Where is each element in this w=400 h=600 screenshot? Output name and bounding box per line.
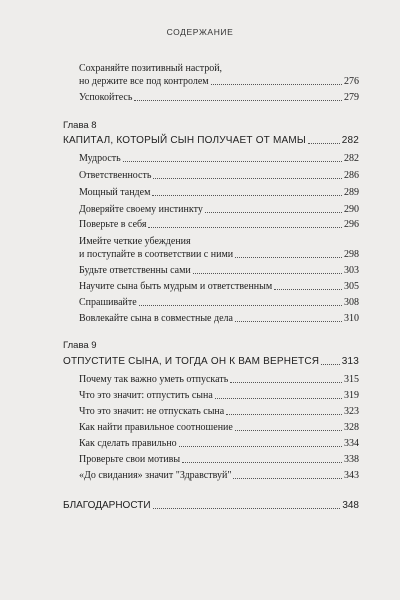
dot-leader (182, 462, 342, 463)
entry-label: Мудрость (79, 153, 121, 164)
entry-label: «До свидания» значит "Здравствуй" (79, 470, 232, 481)
toc-entry (79, 203, 359, 216)
entry-label: Что это значит: не отпускать сына (79, 406, 225, 417)
entry-line: Имейте четкие убеждения (79, 236, 191, 247)
toc-entry (79, 312, 359, 325)
chapter-page: 282 (341, 135, 359, 146)
entry-page: 315 (344, 374, 359, 385)
page-header: СОДЕРЖАНИЕ (166, 27, 234, 37)
entry-label: Проверьте свои мотивы (79, 454, 181, 465)
entry-page: 323 (344, 406, 359, 417)
entry-label: Успокойтесь (79, 92, 133, 103)
toc-entry (79, 421, 359, 434)
entry-page: 289 (344, 187, 359, 198)
toc-entry (79, 186, 359, 199)
dot-leader (152, 195, 342, 196)
chapter-8-title (63, 134, 359, 147)
entry-label: Будьте ответственны сами (79, 265, 191, 276)
dot-leader (321, 364, 339, 365)
toc-entry (79, 296, 359, 309)
dot-leader (274, 289, 342, 290)
entry-page: 286 (344, 170, 359, 181)
chapter-8-label: Глава 8 (63, 120, 97, 131)
toc-entry (79, 437, 359, 450)
entry-page: 305 (344, 281, 359, 292)
toc-entry (79, 453, 359, 466)
chapter-9-title (63, 355, 359, 368)
chapter-title-text: ОТПУСТИТЕ СЫНА, И ТОГДА ОН К ВАМ ВЕРНЕТСЯ (63, 356, 320, 367)
toc-entry (79, 62, 359, 88)
chapter-page: 313 (341, 356, 359, 367)
dot-leader (123, 161, 342, 162)
dot-leader (205, 212, 342, 213)
entry-line: Сохраняйте позитивный настрой, (79, 63, 223, 74)
toc-entry (79, 264, 359, 277)
entry-page: 343 (344, 470, 359, 481)
toc-entry (79, 169, 359, 182)
dot-leader (235, 430, 342, 431)
entry-label: Мощный тандем (79, 187, 151, 198)
entry-label: Что это значит: отпустить сына (79, 390, 213, 401)
toc-entry (79, 152, 359, 165)
entry-page: 328 (344, 422, 359, 433)
entry-label: и поступайте в соответствии с ними (79, 249, 234, 260)
entry-page: 282 (344, 153, 359, 164)
entry-page: 338 (344, 454, 359, 465)
entry-label: но держите все под контролем (79, 76, 209, 87)
chapter-9-label: Глава 9 (63, 340, 97, 351)
dot-leader (215, 398, 342, 399)
entry-label: Научите сына быть мудрым и ответственным (79, 281, 273, 292)
dot-leader (226, 414, 342, 415)
entry-page: 296 (344, 219, 359, 230)
dot-leader (179, 446, 342, 447)
entry-label: Вовлекайте сына в совместные дела (79, 313, 233, 324)
dot-leader (235, 321, 342, 322)
dot-leader (235, 257, 342, 258)
toc-entry (79, 389, 359, 402)
entry-label: Доверяйте своему инстинкту (79, 204, 203, 215)
dot-leader (308, 143, 340, 144)
dot-leader (233, 478, 342, 479)
dot-leader (211, 84, 342, 85)
dot-leader (230, 382, 342, 383)
entry-label: Почему так важно уметь отпускать (79, 374, 229, 385)
entry-label: Как сделать правильно (79, 438, 177, 449)
dot-leader (139, 305, 342, 306)
entry-page: 308 (344, 297, 359, 308)
toc-entry (79, 405, 359, 418)
entry-page: 319 (344, 390, 359, 401)
dot-leader (153, 178, 342, 179)
acknowledgments-page: 348 (342, 500, 359, 511)
toc-entry (79, 235, 359, 261)
acknowledgments-title: БЛАГОДАРНОСТИ (63, 500, 151, 511)
entry-page: 334 (344, 438, 359, 449)
entry-label: Спрашивайте (79, 297, 137, 308)
toc-entry (79, 218, 359, 231)
entry-page: 290 (344, 204, 359, 215)
toc-entry (79, 91, 359, 104)
entry-page: 279 (344, 92, 359, 103)
entry-label: Поверьте в себя (79, 219, 147, 230)
entry-page: 310 (344, 313, 359, 324)
entry-page: 276 (344, 76, 359, 87)
chapter-title-text: КАПИТАЛ, КОТОРЫЙ СЫН ПОЛУЧАЕТ ОТ МАМЫ (63, 135, 306, 146)
entry-label: Как найти правильное соотношение (79, 422, 233, 433)
dot-leader (153, 508, 341, 509)
entry-page: 298 (344, 249, 359, 260)
toc-entry (79, 469, 359, 482)
dot-leader (193, 273, 342, 274)
entry-label: Ответственность (79, 170, 152, 181)
acknowledgments-entry (63, 499, 359, 512)
entry-page: 303 (344, 265, 359, 276)
toc-entry (79, 280, 359, 293)
dot-leader (134, 100, 342, 101)
dot-leader (148, 227, 342, 228)
toc-entry (79, 373, 359, 386)
